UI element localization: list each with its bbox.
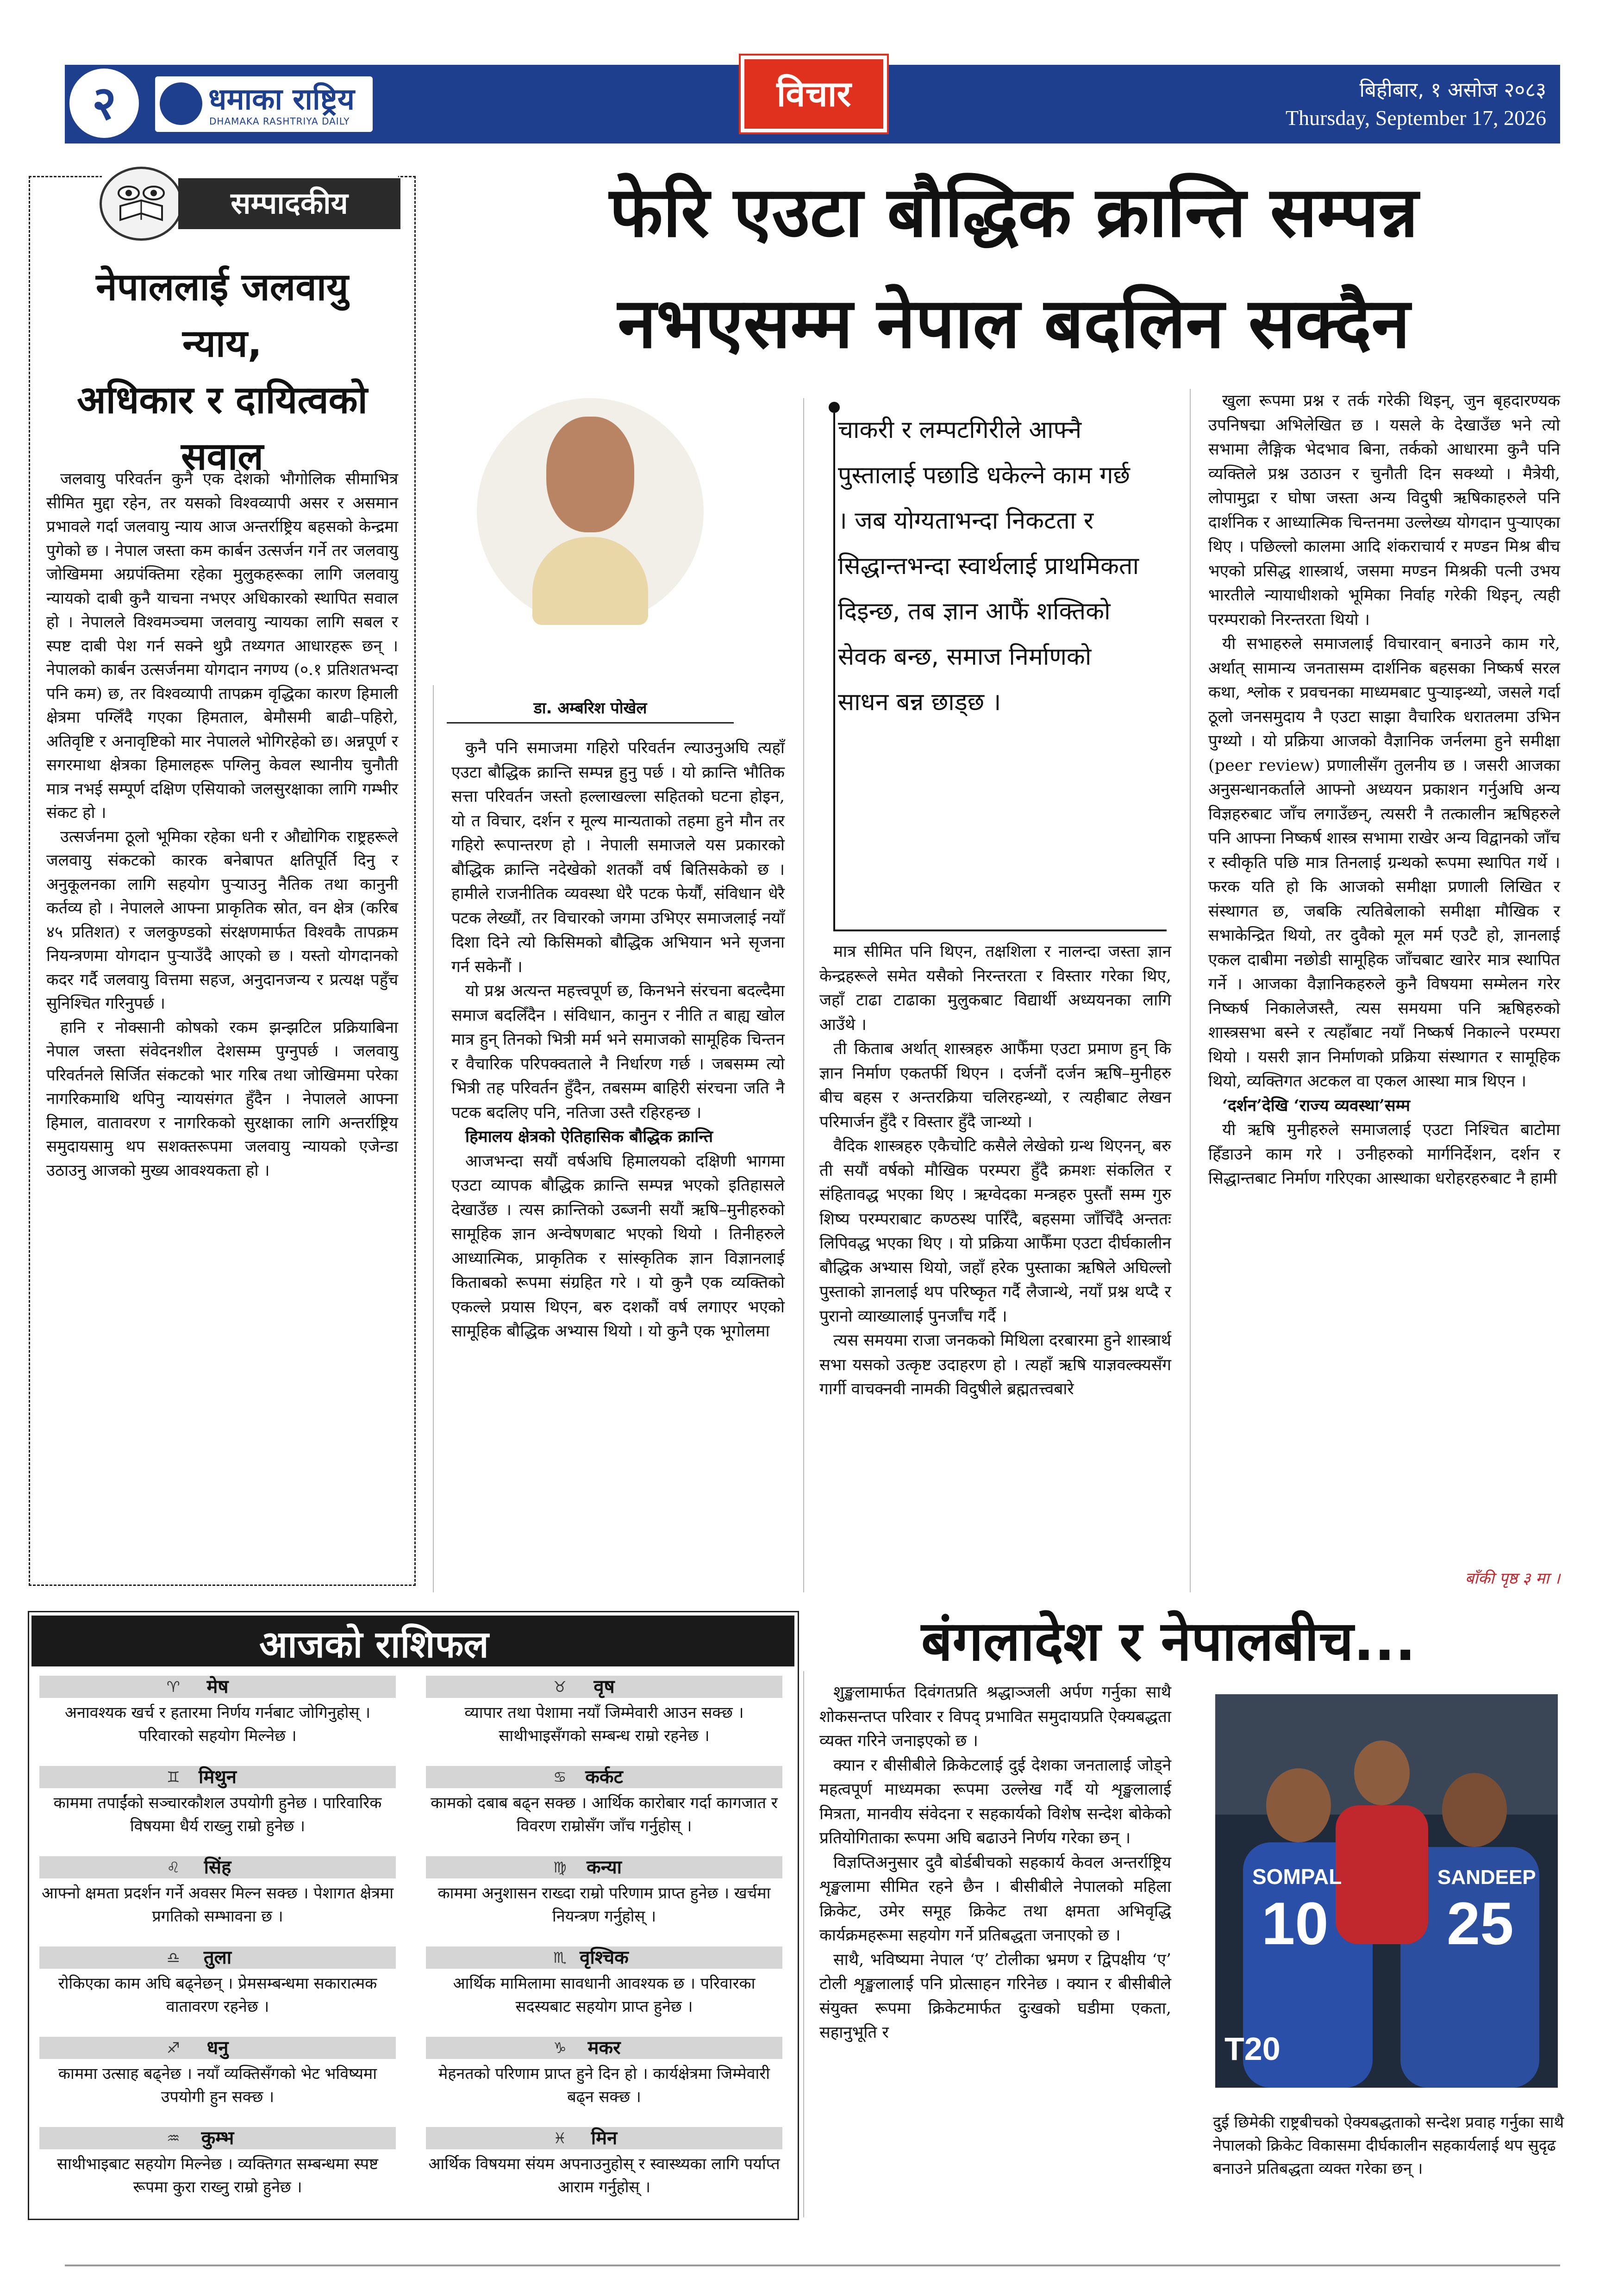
pull-quote-rule [833, 413, 835, 931]
article-subhead: ‘दर्शन’देखि ‘राज्य व्यवस्था’सम्म [1222, 1096, 1411, 1115]
article-paragraph: वैदिक शास्त्रहरु एकैचोटि कसैले लेखेको ग्रन्थ थिएनन्, बरु ती सयौं वर्षको मौखिक परम्परा हुँदै क्रमशः संकलित र संहितावद्ध भएका थिए । ऋग्वेदका मन्त्रहरु पुस्तौं सम्म गुरु शिष्य परम्पराबाट कण्ठस्थ पारिँदै, बहसमा जाँचिँदै अन्ततः लिपिवद्ध भएका थिए । यो प्रक्रिया आफैँमा एउटा दीर्घकालीन बौद्धिक अभ्यास थियो, जहाँ हरेक पुस्ताका ऋषिले अघिल्लो पुस्ताको ज्ञानलाई थप परिष्कृत गर्दै लैजान्थे, नयाँ प्रश्न थप्दै र पुरानो व्याख्यालाई पुनर्जाँच गर्दै । [819, 1137, 1171, 1326]
logo-mark-icon [160, 82, 202, 125]
scales-icon: ♎ [167, 1949, 180, 1966]
date-english: Thursday, September 17, 2026 [1286, 106, 1546, 130]
article-column-2 [451, 736, 785, 1344]
editorial-paragraph: जलवायु परिवर्तन कुनै एक देशको भौगोलिक सीमाभित्र सीमित मुद्दा रहेन, तर यसको विश्वव्यापी असर र असमान प्रभावले गर्दा जलवायु न्याय आज अन्तर्राष्ट्रिय बहसको केन्द्रमा पुगेको छ । नेपाल जस्ता कम कार्बन उत्सर्जन गर्ने तर जलवायु जोखिममा अग्रपंक्तिमा रहेका मुलुकहरूका लागि जलवायु न्यायको दाबी कुनै याचना नभएर अधिकारको स्थापित सवाल हो । नेपालले विश्वमञ्चमा जलवायु न्यायका लागि सबल र स्पष्ट दाबी पेश गर्न सक्ने थुप्रै तथ्यगत आधारहरू छन् । नेपालको कार्बन उत्सर्जनमा योगदान नगण्य (०.१ प्रतिशतभन्दा पनि कम) छ, तर विश्वव्यापी तापक्रम वृद्धिका कारण हिमाली क्षेत्रमा पग्लिँदै गएका हिमताल, बेमौसमी बाढी–पहिरो, अतिवृष्टि र अनावृष्टिको मार नेपालले भोगिरहेको छ। अन्नपूर्ण र सगरमाथा क्षेत्रका हिमालहरू पग्लिनु केवल स्थानीय चुनौती मात्र नभई सम्पूर्ण दक्षिण एसियाको जलसुरक्षाका लागि गम्भीर संकट हो । [46, 470, 398, 822]
fish-icon: ♓ [553, 2129, 567, 2147]
sign-prediction: काममा अनुशासन राख्दा राम्रो परिणाम प्राप्त हुनेछ । खर्चमा नियन्त्रण गर्नुहोस् । [437, 1884, 771, 1926]
sign-prediction: आर्थिक मामिलामा सावधानी आवश्यक छ । परिवारका सदस्यबाट सहयोग प्राप्त हुनेछ । [453, 1974, 756, 2016]
paper-name: धमाका राष्ट्रिय [208, 82, 355, 117]
sign-name: कुम्भ [39, 2127, 396, 2149]
lion-icon: ♌ [167, 1859, 180, 1876]
column-rule [433, 685, 434, 1592]
bull-icon: ♉ [553, 1678, 567, 1696]
article-paragraph: यी ऋषि मुनीहरुले समाजलाई एउटा निश्चित बाटोमा हिँडाउने काम गरे । उनीहरुको मार्गनिर्देशन, दर्शन र सिद्धान्तबाट निर्माण गरिएका आस्थाका धरोहरहरुबाट नै हामी [1208, 1121, 1560, 1188]
jersey-number: 10 [1262, 1890, 1329, 1957]
sign-prediction: आफ्नो क्षमता प्रदर्शन गर्ने अवसर मिल्न सक्छ । पेशागत क्षेत्रमा प्रगतिको सम्भावना छ । [41, 1884, 394, 1926]
goat-icon: ♑ [553, 2039, 567, 2057]
pull-quote: चाकरी र लम्पटगिरीले आफ्नै पुस्तालाई पछाडि धकेल्ने काम गर्छ । जब योग्यताभन्दा निकटता र सिद्धान्तभन्दा स्वार्थलाई प्राथमिकता दिइन्छ, तब ज्ञान आफैं शक्तिको सेवक बन्छ, समाज निर्माणको साधन बन्न छाड्छ । [838, 416, 1139, 716]
column-rule [803, 1671, 804, 2217]
footer-rule [65, 2265, 1560, 2266]
sign-name: सिंह [39, 1856, 396, 1878]
twins-icon: ♊ [167, 1768, 180, 1786]
article-paragraph: कुनै पनि समाजमा गहिरो परिवर्तन ल्याउनुअघि त्यहाँ एउटा बौद्धिक क्रान्ति सम्पन्न हुनु पर्छ । यो क्रान्ति भौतिक सत्ता परिवर्तन जस्तो हल्लाखल्ला सहितको घटना होइन, यो त विचार, दर्शन र मूल्य मान्यताको तहमा हुने मौन तर गहिरो रूपान्तरण हो । नेपाली समाजले यस प्रकारको बौद्धिक क्रान्ति नदेखेको शतकौं वर्ष बितिसकेको छ । हामीले राजनीतिक व्यवस्था धेरै पटक फेर्यौं, संविधान धेरै पटक लेख्यौं, तर विचारको जगमा उभिएर समाजलाई नयाँ दिशा दिने त्यो किसिमको बौद्धिक अभियान भने सृजना गर्न सकेनौं । [451, 739, 785, 976]
editorial-label: सम्पादकीय [178, 178, 400, 229]
sign-name: मिन [426, 2127, 782, 2149]
sign-prediction: अनावश्यक खर्च र हतारमा निर्णय गर्नबाट जोगिनुहोस् । परिवारको सहयोग मिल्नेछ । [64, 1703, 370, 1745]
sign-name: तुला [39, 1947, 396, 1969]
article-paragraph: ती किताब अर्थात् शास्त्रहरु आफैँमा एउटा प्रमाण हुन् कि ज्ञान निर्माण एकतर्फी थिएन । दर्जनौं दर्जन ऋषि–मुनीहरु बीच बहस र अन्तरक्रिया चलिरहन्थ्यो, र त्यहीबाट लेखन परिमार्जन हुँदै र विस्तार हुँदै जान्थ्यो । [819, 1040, 1171, 1131]
scorpion-icon: ♏ [553, 1949, 567, 1966]
story2-paragraph: शुङ्खलामार्फत दिवंगतप्रति श्रद्धाञ्जली अर्पण गर्नुका साथै शोकसन्तप्त परिवार र विपद् प्रभावित समुदायप्रति ऐक्यबद्धता व्यक्त गरिने जनाइएको छ । [819, 1683, 1171, 1750]
story2-paragraph: विज्ञप्तिअनुसार दुवै बोर्डबीचको सहकार्य केवल अन्तर्राष्ट्रिय शृङ्खलामा सीमित रहने छैन । बीसीबीले नेपालको महिला क्रिकेट, उमेर समूह क्रिकेट तथा क्षमता अभिवृद्धि कार्यक्रमहरूमा सहयोग गर्ने प्रतिबद्धता जनाएको छ । [819, 1853, 1171, 1945]
sign-prediction: कामको दबाब बढ्न सक्छ । आर्थिक कारोबार गर्दा कागजात र विवरण राम्रोसँग जाँच गर्नुहोस् । [431, 1794, 778, 1835]
story2-body [819, 1680, 1171, 2045]
article-headline-line2: नभएसम्म नेपाल बदलिन सक्दैन [618, 283, 1410, 364]
sign-prediction: व्यापार तथा पेशामा नयाँ जिम्मेवारी आउन सक्छ । साथीभाइसँगको सम्बन्ध राम्रो रहनेछ । [464, 1703, 744, 1745]
sign-name: कन्या [426, 1856, 782, 1878]
divider [447, 722, 734, 724]
column-rule [1190, 389, 1191, 1592]
sign-name: वृश्चिक [426, 1947, 782, 1969]
story2-paragraph: साथै, भविष्यमा नेपाल ‘ए’ टोलीका भ्रमण र द्विपक्षीय ‘ए’ टोली शृङ्खलालाई पनि प्रोत्साहन गरिनेछ । क्यान र बीसीबीले संयुक्त रूपमा क्रिकेटमार्फत दुःखको घडीमा एकता, सहानुभूति र [819, 1950, 1171, 2042]
sign-name: मेष [39, 1676, 396, 1698]
ram-icon: ♈ [167, 1678, 180, 1696]
story2-paragraph: क्यान र बीसीबीले क्रिकेटलाई दुई देशका जनतालाई जोड्ने महत्वपूर्ण माध्यमका रूपमा उल्लेख गर्दै यो शृङ्खलालाई मित्रता, मानवीय संवेदना र सहकार्यको विशेष सन्देश बोकेको प्रतियोगिताका रूपमा अघि बढाउने निर्णय गरेका छन् । [819, 1756, 1171, 1847]
sign-prediction: साथीभाइबाट सहयोग मिल्नेछ । व्यक्तिगत सम्बन्धमा स्पष्ट रूपमा कुरा राख्नु राम्रो हुनेछ । [57, 2155, 378, 2196]
sign-name: वृष [426, 1676, 782, 1698]
author-name: डा. अम्बरिश पोखेल [533, 699, 647, 718]
article-column-4 [1208, 389, 1560, 1191]
jersey-badge: T20 [1224, 2031, 1280, 2067]
article-column-3 [819, 940, 1171, 1402]
editorial-title-line: सवाल [181, 435, 263, 479]
sign-name: मिथुन [39, 1766, 396, 1788]
sign-name: मकर [426, 2037, 782, 2059]
sign-prediction: रोकिएका काम अघि बढ्नेछन् । प्रेमसम्बन्धमा सकारात्मक वातावरण रहनेछ । [58, 1974, 377, 2016]
pull-quote-rule [833, 930, 1167, 931]
sign-name: कर्कट [426, 1766, 782, 1788]
photo-caption: दुई छिमेकी राष्ट्रबीचको ऐक्यबद्धताको सन्देश प्रवाह गर्नुका साथै नेपालको क्रिकेट विकासमा दीर्घकालीन सहकार्यलाई थप सुदृढ बनाउने प्रतिबद्धता व्यक्त गरेका छन् । [1213, 2113, 1564, 2178]
section-label: विचार [741, 56, 887, 132]
article-paragraph: यो प्रश्न अत्यन्त महत्त्वपूर्ण छ, किनभने संरचना बदल्दैमा समाज बदलिँदैन । संविधान, कानुन र नीति त बाह्य खोल मात्र हुन् तिनको भित्री मर्म भने समाजको सामूहिक चिन्तन र वैचारिक परिपक्वताले नै निर्धारण गर्छ । जबसम्म त्यो भित्री तह परिवर्तन हुँदैन, तबसम्म बाहिरी संरचना जति नै पटक बदलिए पनि, नतिजा उस्तै रहिरहन्छ । [451, 982, 785, 1122]
editorial-title-line: नेपाललाई जलवायु न्याय, [96, 265, 349, 366]
continued-note[interactable]: बाँकी पृष्ठ ३ मा । [1465, 1569, 1560, 1588]
article-paragraph: आजभन्दा सयौं वर्षअघि हिमालयको दक्षिणी भागमा एउटा व्यापक बौद्धिक क्रान्ति सम्पन्न भएको इतिहासले देखाउँछ । त्यस क्रान्तिको उब्जनी सयौं ऋषि–मुनीहरुको सामूहिक ज्ञान अन्वेषणबाट भएको थियो । तिनीहरुले आध्यात्मिक, प्राकृतिक र सांस्कृतिक ज्ञान विज्ञानलाई किताबको रूपमा संग्रहित गरे । यो कुनै एक व्यक्तिको एकल्ले प्रयास थिएन, बरु दशकौं वर्ष लगाएर भएको सामूहिक बौद्धिक अभ्यास थियो । यो कुनै एक भूगोलमा [451, 1152, 785, 1341]
horoscope-title: आजको राशिफल [259, 1623, 489, 1666]
article-subhead: हिमालय क्षेत्रको ऐतिहासिक बौद्धिक क्रान्ति [465, 1127, 713, 1146]
sign-prediction: आर्थिक विषयमा संयम अपनाउनुहोस् र स्वास्थ्यका लागि पर्याप्त आराम गर्नुहोस् । [428, 2155, 780, 2196]
archer-icon: ♐ [167, 2039, 180, 2057]
editorial-body [46, 468, 398, 1183]
article-paragraph: खुला रूपमा प्रश्न र तर्क गरेकी थिइन्, जुन बृहदारण्यक उपनिषद्मा अभिलेखित छ । यसले के देखाउँछ भने त्यो सभामा लैङ्गिक भेदभाव बिना, तर्कको आधारमा कुनै पनि व्यक्तिले प्रश्न उठाउन र चुनौती दिन सक्थ्यो । मैत्रेयी, लोपामुद्रा र घोषा जस्ता अन्य विदुषी ऋषिकाहरुले पनि दार्शनिक र आध्यात्मिक चिन्तनमा उल्लेख्य योगदान पुऱ्याएका थिए । पछिल्लो कालमा आदि शंकराचार्य र मण्डन मिश्र बीच भएको प्रसिद्ध शास्त्रार्थ, जसमा मण्डन मिश्रकी पत्नी उभय भारतीले न्यायाधीशको भूमिका निर्वाह गरेकी थिइन्, त्यही परम्पराको निरन्तरता थियो । [1208, 392, 1560, 629]
water-bearer-icon: ♒ [167, 2129, 180, 2147]
sign-prediction: काममा उत्साह बढ्नेछ । नयाँ व्यक्तिसँगको भेट भविष्यमा उपयोगी हुन सक्छ । [58, 2065, 377, 2106]
column-rule [803, 398, 804, 1592]
date-nepali: बिहीबार, १ असोज २०८३ [1359, 78, 1546, 102]
sign-name: धनु [39, 2037, 396, 2059]
article-paragraph: यी सभाहरुले समाजलाई विचारवान् बनाउने काम गरे, अर्थात् सामान्य जनतासम्म दार्शनिक बहसका निष्कर्ष सरल कथा, श्लोक र प्रवचनका माध्यमबाट पुऱ्याइन्थ्यो, जसले गर्दा ठूलो जनसमुदाय नै एउटा साझा वैचारिक धरातलमा उभिन पुग्थ्यो । यो प्रक्रिया आजको वैज्ञानिक जर्नलमा हुने समीक्षा (peer review) प्रणालीसँग तुलनीय छ । जसरी आजका अनुसन्धानकर्ताले आफ्नो अध्ययन प्रकाशन गर्नुअघि अन्य विज्ञहरुबाट जाँच लगाउँछन्, त्यसरी नै तत्कालीन ऋषिहरुले पनि आफ्ना निष्कर्ष शास्त्र सभामा राखेर अन्य विद्वानको जाँच र स्वीकृति पछि मात्र तिनलाई ग्रन्थको रूपमा स्थापित गर्थे । फरक यति हो कि आजको समीक्षा प्रणाली लिखित र संस्थागत छ, जबकि त्यतिबेलाको समीक्षा मौखिक र सभाकेन्द्रित थियो, तर दुवैको मूल मर्म एउटै हो, ज्ञानलाई एकल दाबीमा नछोडी सामूहिक जाँचबाट खारेर मात्र स्थापित गर्ने । आजका वैज्ञानिकहरुले कुनै विषयमा सम्मेलन गरेर निष्कर्ष निकालेजस्तै, त्यस समयमा पनि ऋषिहरुको शास्त्रसभा बस्ने र त्यहाँबाट नयाँ निष्कर्ष निकाल्ने परम्परा थियो । यसरी ज्ञान निर्माणको प्रक्रिया संस्थागत र सामूहिक थियो, व्यक्तिगत अटकल वा एकल आस्था मात्र थिएन । [1208, 635, 1560, 1091]
sign-prediction: काममा तपाईंको सञ्चारकौशल उपयोगी हुनेछ । पारिवारिक विषयमा धैर्य राख्नु राम्रो हुनेछ । [53, 1794, 382, 1835]
editorial-title-line: अधिकार र दायित्वको [77, 378, 368, 422]
editorial-paragraph: उत्सर्जनमा ठूलो भूमिका रहेका धनी र औद्योगिक राष्ट्रहरूले जलवायु संकटको कारक बनेबापत क्षतिपूर्ति दिनु र अनुकूलनका लागि सहयोग पुऱ्याउनु नैतिक तथा कानुनी कर्तव्य हो । नेपालले आफ्ना प्राकृतिक स्रोत, वन क्षेत्र (करिब ४५ प्रतिशत) र जलकुण्डको संरक्षणमार्फत विश्वकै तापक्रम नियन्त्रणमा योगदान पुऱ्याउँदै आएको छ । यस्तो योगदानको कदर गर्दै जलवायु वित्तमा सहज, अनुदानजन्य र प्रत्यक्ष पहुँच सुनिश्चित गरिनुपर्छ । [46, 827, 398, 1013]
crab-icon: ♋ [553, 1768, 567, 1786]
maiden-icon: ♍ [553, 1859, 567, 1876]
author-portrait-face [546, 417, 634, 532]
jersey-number: 25 [1447, 1890, 1514, 1957]
story2-headline[interactable]: बंगलादेश र नेपालबीच... [921, 1609, 1416, 1673]
page-number: २ [69, 69, 139, 138]
editorial-title [51, 259, 394, 485]
jersey-name: SANDEEP [1437, 1866, 1536, 1889]
cricket-team-photo [1215, 1694, 1558, 2088]
eyes-book-emblem-icon [100, 167, 183, 241]
article-paragraph: मात्र सीमित पनि थिएन, तक्षशिला र नालन्दा जस्ता ज्ञान केन्द्रहरूले समेत यसैको निरन्तरता र विस्तार गरेका थिए, जहाँ टाढा टाढाका मुलुकबाट विद्यार्थी अध्ययनका लागि आउँथे । [819, 942, 1171, 1034]
editorial-paragraph: हानि र नोक्सानी कोषको रकम झन्झटिल प्रक्रियाबिना नेपाल जस्ता संवेदनशील देशसम्म पुग्नुपर्छ । जलवायु परिवर्तनले सिर्जित संकटको भार गरिब तथा जोखिममा परेका नागरिकमाथि थपिनु न्यायसंगत हुँदैन । नेपालले आफ्ना हिमाल, वातावरण र नागरिकको सुरक्षाका लागि अन्तर्राष्ट्रिय समुदायसामु थप सशक्तरूपमा जलवायु न्यायको एजेन्डा उठाउनु आजको मुख्य आवश्यकता हो । [46, 1018, 398, 1180]
jersey-name: SOMPAL [1252, 1865, 1342, 1889]
article-headline-line1: फेरि एउटा बौद्धिक क्रान्ति सम्पन्न [609, 172, 1418, 253]
paper-subtitle: DHAMAKA RASHTRIYA DAILY [209, 116, 350, 127]
sign-prediction: मेहनतको परिणाम प्राप्त हुने दिन हो । कार्यक्षेत्रमा जिम्मेवारी बढ्न सक्छ । [438, 2065, 770, 2106]
article-paragraph: त्यस समयमा राजा जनकको मिथिला दरबारमा हुने शास्त्रार्थ सभा यसको उत्कृष्ट उदाहरण हो । त्यहाँ ऋषि याज्ञवल्क्यसँग गार्गी वाचक्नवी नामकी विदुषीले ब्रह्मतत्त्वबारे [819, 1331, 1171, 1398]
